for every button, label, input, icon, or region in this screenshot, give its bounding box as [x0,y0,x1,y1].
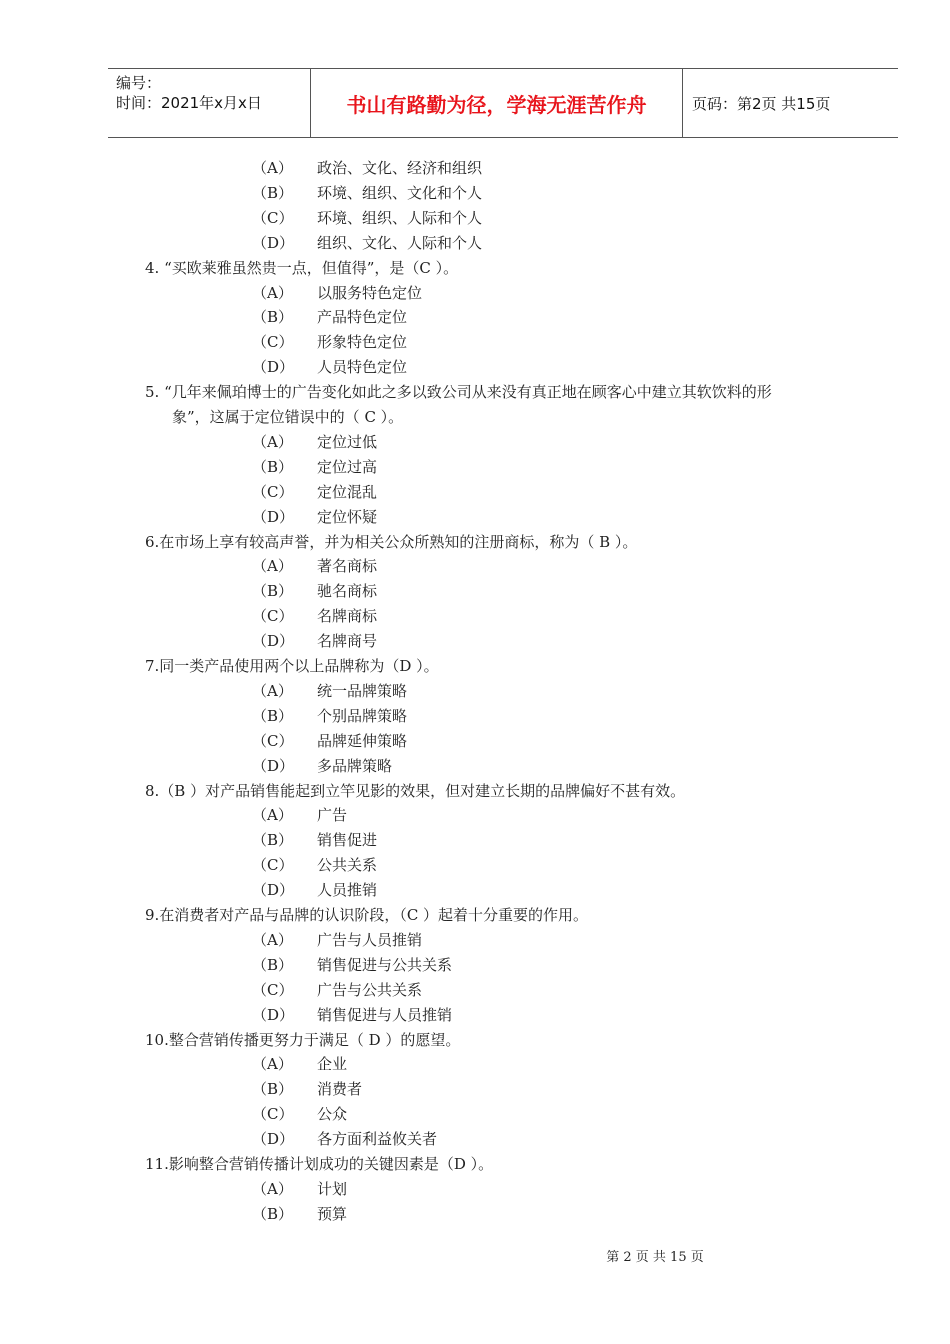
option-text: 各方面利益攸关者 [317,1130,438,1148]
option-label: （C） [252,1105,294,1123]
option-label: （C） [252,483,294,501]
option-text: 定位怀疑 [317,508,378,526]
option-label: （A） [252,931,293,949]
option-label: （C） [252,732,294,750]
option-label: （B） [252,458,294,476]
page-footer [0,1246,950,1265]
option-label: （C） [252,607,294,625]
option-label: （A） [252,1055,293,1073]
option-label: （B） [252,308,294,326]
option-text: 著名商标 [317,557,378,575]
header-motto: 书山有路勤为径，学海无涯苦作舟 [346,92,647,117]
option-label: （B） [252,1205,294,1223]
option-text: 多品牌策略 [317,757,393,775]
option-text: 形象特色定位 [317,333,408,351]
option-label: （C） [252,856,294,874]
option-label: （C） [252,981,294,999]
option-label: （A） [252,433,293,451]
option-text: 人员特色定位 [317,358,408,376]
question-stem: 5. “几年来佩珀博士的广告变化如此之多以致公司从来没有真正地在顾客心中建立其软饮料的形 [145,383,772,401]
header-page-number: 页码：第2页 共15页 [692,95,831,113]
option-text: 预算 [317,1205,348,1223]
option-text: 计划 [317,1180,348,1198]
option-label: （D） [252,234,295,252]
option-label: （A） [252,557,293,575]
option-label: （D） [252,881,295,899]
option-text: 广告与公共关系 [317,981,423,999]
option-label: （D） [252,757,295,775]
option-text: 定位混乱 [317,483,378,501]
option-text: 环境、组织、文化和个人 [317,184,483,202]
option-label: （B） [252,1080,294,1098]
option-label: （B） [252,956,294,974]
header-meta [116,73,262,113]
footer-page-number: 第 2 页 共 15 页 [606,1250,704,1265]
option-label: （D） [252,1130,295,1148]
option-text: 销售促进与人员推销 [317,1006,453,1024]
option-text: 名牌商号 [317,632,378,650]
option-label: （A） [252,806,293,824]
option-label: （D） [252,632,295,650]
question-stem: 6.在市场上享有较高声誉，并为相关公众所熟知的注册商标，称为（ B ）。 [145,533,638,551]
time-label: 时间：2021年x月x日 [116,94,262,112]
option-text: 品牌延伸策略 [317,732,408,750]
header-divider [682,69,683,137]
option-text: 广告与人员推销 [317,931,423,949]
option-label: （B） [252,582,294,600]
option-label: （B） [252,831,294,849]
question-stem: 9.在消费者对产品与品牌的认识阶段，（C ）起着十分重要的作用。 [145,906,589,924]
option-label: （D） [252,1006,295,1024]
option-label: （A） [252,284,293,302]
option-text: 人员推销 [317,881,378,899]
option-text: 以服务特色定位 [317,284,423,302]
option-text: 产品特色定位 [317,308,408,326]
question-stem: 4. “买欧莱雅虽然贵一点，但值得”，是（C ）。 [145,259,459,277]
option-text: 公众 [317,1105,348,1123]
option-label: （C） [252,333,294,351]
option-label: （B） [252,707,294,725]
option-text: 销售促进与公共关系 [317,956,453,974]
option-label: （D） [252,358,295,376]
option-text: 组织、文化、人际和个人 [317,234,483,252]
option-text: 统一品牌策略 [317,682,408,700]
option-text: 驰名商标 [317,582,378,600]
option-label: （B） [252,184,294,202]
option-text: 政治、文化、经济和组织 [317,159,483,177]
option-label: （C） [252,209,294,227]
question-stem: 10.整合营销传播更努力于满足（ D ）的愿望。 [145,1031,461,1049]
serial-label: 编号： [116,74,162,92]
option-label: （D） [252,508,295,526]
option-text: 广告 [317,806,348,824]
option-text: 个别品牌策略 [317,707,408,725]
option-text: 消费者 [317,1080,363,1098]
option-label: （A） [252,159,293,177]
document-header [108,68,898,138]
option-text: 公共关系 [317,856,378,874]
question-stem: 8.（B ）对产品销售能起到立竿见影的效果，但对建立长期的品牌偏好不甚有效。 [145,782,686,800]
question-stem: 11.影响整合营销传播计划成功的关键因素是（D ）。 [145,1155,494,1173]
question-continuation: 象”，这属于定位错误中的（ C ）。 [172,408,404,426]
option-text: 销售促进 [317,831,378,849]
option-label: （A） [252,1180,293,1198]
option-text: 企业 [317,1055,348,1073]
question-stem: 7.同一类产品使用两个以上品牌称为（D ）。 [145,657,439,675]
option-text: 定位过高 [317,458,378,476]
option-label: （A） [252,682,293,700]
option-text: 定位过低 [317,433,378,451]
option-text: 名牌商标 [317,607,378,625]
option-text: 环境、组织、人际和个人 [317,209,483,227]
